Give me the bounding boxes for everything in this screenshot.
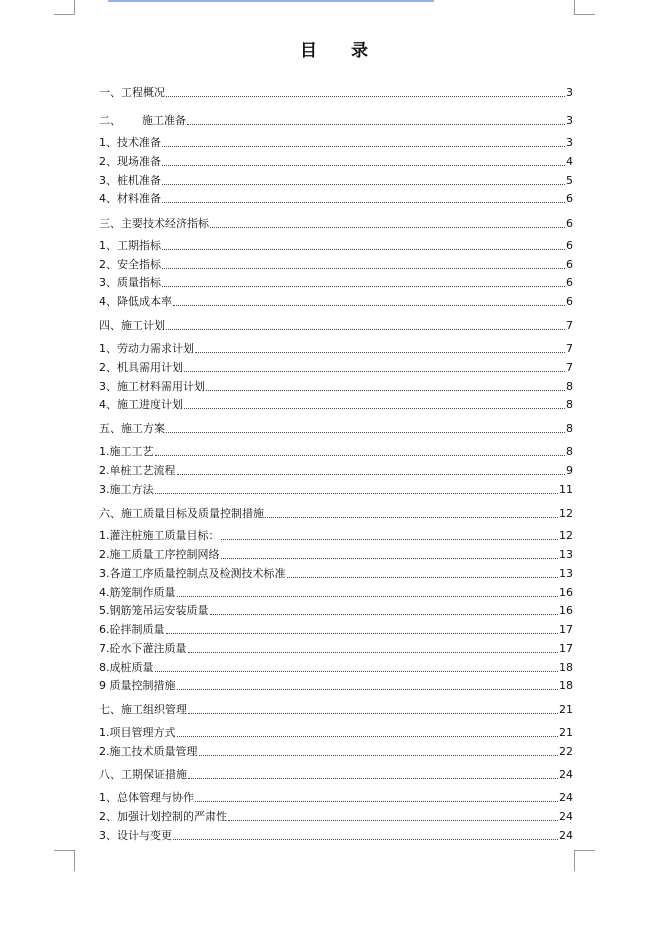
toc-entry[interactable]	[99, 112, 573, 128]
toc-dot-leader	[184, 371, 565, 372]
toc-entry-label: 4、材料准备	[99, 192, 161, 205]
toc-entry-page-number: 6	[566, 258, 573, 271]
toc-dot-leader	[155, 671, 559, 672]
toc-entry[interactable]	[99, 420, 573, 436]
toc-dot-leader	[210, 614, 559, 615]
toc-entry-label: 4、施工进度计划	[99, 398, 183, 411]
selection-indicator-bar	[108, 0, 434, 2]
page-corner-mark-top-left	[54, 0, 75, 15]
toc-entry[interactable]	[99, 677, 573, 693]
toc-entry-page-number: 6	[566, 217, 573, 230]
toc-entry-label: 1、工期指标	[99, 239, 161, 252]
toc-dot-leader	[162, 165, 565, 166]
toc-entry[interactable]	[99, 293, 573, 309]
toc-entry-page-number: 9	[566, 464, 573, 477]
toc-entry-label: 二、 施工准备	[99, 114, 186, 127]
toc-entry-label: 2、安全指标	[99, 258, 161, 271]
toc-entry-page-number: 8	[566, 380, 573, 393]
toc-entry-page-number: 7	[566, 319, 573, 332]
toc-entry[interactable]	[99, 317, 573, 333]
toc-entry-page-number: 5	[566, 174, 573, 187]
toc-entry-page-number: 18	[559, 679, 573, 692]
toc-entry[interactable]	[99, 640, 573, 656]
toc-dot-leader	[166, 432, 565, 433]
toc-entry[interactable]	[99, 215, 573, 231]
toc-dot-leader	[155, 455, 566, 456]
toc-dot-leader	[162, 268, 565, 269]
toc-entry-page-number: 24	[559, 810, 573, 823]
toc-entry-page-number: 24	[559, 829, 573, 842]
toc-entry[interactable]	[99, 584, 573, 600]
toc-entry-label: 一、工程概况	[99, 86, 165, 99]
toc-dot-leader	[166, 633, 559, 634]
toc-entry[interactable]	[99, 565, 573, 581]
toc-entry[interactable]	[99, 84, 573, 100]
toc-entry-label: 3、桩机准备	[99, 174, 161, 187]
toc-dot-leader	[166, 96, 565, 97]
toc-entry-page-number: 17	[559, 623, 573, 636]
toc-entry[interactable]	[99, 827, 573, 843]
toc-entry-label: 2.施工质量工序控制网络	[99, 548, 220, 561]
toc-entry-label: 三、主要技术经济指标	[99, 217, 209, 230]
toc-dot-leader	[162, 184, 565, 185]
toc-dot-leader	[221, 558, 559, 559]
toc-entry-page-number: 6	[566, 192, 573, 205]
toc-dot-leader	[199, 755, 559, 756]
toc-entry-page-number: 4	[566, 155, 573, 168]
toc-entry-label: 八、工期保证措施	[99, 768, 187, 781]
toc-entry-label: 3、质量指标	[99, 276, 161, 289]
toc-dot-leader	[162, 146, 565, 147]
toc-entry-page-number: 3	[566, 114, 573, 127]
toc-dot-leader	[265, 517, 558, 518]
toc-entry-label: 2.施工技术质量管理	[99, 745, 198, 758]
toc-entry[interactable]	[99, 701, 573, 717]
toc-entry-label: 8.成桩质量	[99, 661, 154, 674]
toc-dot-leader	[221, 539, 559, 540]
toc-entry-label: 5.钢筋笼吊运安装质量	[99, 604, 209, 617]
toc-dot-leader	[184, 408, 565, 409]
toc-entry-label: 7.砼水下灌注质量	[99, 642, 187, 655]
toc-entry[interactable]	[99, 546, 573, 562]
toc-entry-page-number: 24	[559, 768, 573, 781]
toc-entry-label: 五、施工方案	[99, 422, 165, 435]
toc-dot-leader	[195, 352, 565, 353]
toc-entry-label: 2、机具需用计划	[99, 361, 183, 374]
toc-entry[interactable]	[99, 743, 573, 759]
toc-entry-page-number: 13	[559, 548, 573, 561]
toc-entry-page-number: 11	[559, 483, 573, 496]
toc-entry[interactable]	[99, 190, 573, 206]
toc-entry-label: 1、总体管理与协作	[99, 791, 194, 804]
toc-entry-label: 1、劳动力需求计划	[99, 342, 194, 355]
toc-dot-leader	[287, 577, 559, 578]
toc-entry[interactable]	[99, 256, 573, 272]
toc-entry[interactable]	[99, 621, 573, 637]
toc-entry-label: 3、施工材料需用计划	[99, 380, 205, 393]
toc-entry-page-number: 6	[566, 295, 573, 308]
toc-dot-leader	[228, 820, 558, 821]
toc-entry[interactable]	[99, 172, 573, 188]
toc-entry-page-number: 16	[559, 586, 573, 599]
toc-entry[interactable]	[99, 766, 573, 782]
toc-entry-page-number: 7	[566, 342, 573, 355]
toc-dot-leader	[173, 839, 558, 840]
toc-entry-page-number: 3	[566, 136, 573, 149]
toc-entry-label: 6.砼拌制质量	[99, 623, 165, 636]
toc-entry[interactable]	[99, 808, 573, 824]
toc-entry[interactable]	[99, 153, 573, 169]
toc-entry-page-number: 6	[566, 276, 573, 289]
toc-entry[interactable]	[99, 359, 573, 375]
page-corner-mark-bottom-left	[54, 850, 75, 871]
toc-dot-leader	[162, 249, 565, 250]
toc-entry-label: 3.各道工序质量控制点及检测技术标准	[99, 567, 286, 580]
toc-dot-leader	[210, 227, 565, 228]
toc-entry[interactable]	[99, 134, 573, 150]
toc-entry[interactable]	[99, 659, 573, 675]
toc-dot-leader	[166, 329, 565, 330]
toc-entry-page-number: 12	[559, 507, 573, 520]
toc-entry-page-number: 12	[559, 529, 573, 542]
toc-entry-label: 1.施工工艺	[99, 445, 154, 458]
toc-entry-label: 3、设计与变更	[99, 829, 172, 842]
toc-entry-label: 2、加强计划控制的严肃性	[99, 810, 227, 823]
toc-dot-leader	[195, 801, 558, 802]
toc-entry[interactable]	[99, 462, 573, 478]
toc-entry[interactable]	[99, 505, 573, 521]
toc-dot-leader	[173, 305, 565, 306]
toc-entry-label: 2.单桩工艺流程	[99, 464, 176, 477]
toc-entry-label: 3.施工方法	[99, 483, 154, 496]
toc-entry-page-number: 8	[566, 422, 573, 435]
toc-entry-page-number: 22	[559, 745, 573, 758]
page-corner-mark-top-right	[574, 0, 595, 15]
toc-dot-leader	[162, 286, 565, 287]
toc-entry[interactable]	[99, 378, 573, 394]
toc-entry-page-number: 8	[566, 445, 573, 458]
toc-entry[interactable]	[99, 724, 573, 740]
toc-dot-leader	[188, 778, 558, 779]
toc-entry-label: 1.项目管理方式	[99, 726, 176, 739]
toc-dot-leader	[177, 474, 566, 475]
toc-entry-label: 2、现场准备	[99, 155, 161, 168]
toc-entry-page-number: 7	[566, 361, 573, 374]
toc-entry-label: 9 质量控制措施	[99, 679, 176, 692]
toc-entry[interactable]	[99, 340, 573, 356]
toc-entry[interactable]	[99, 789, 573, 805]
toc-entry-page-number: 3	[566, 86, 573, 99]
toc-entry-label: 七、施工组织管理	[99, 703, 187, 716]
toc-dot-leader	[177, 596, 559, 597]
toc-entry-label: 1.灌注桩施工质量目标：	[99, 529, 220, 542]
toc-entry[interactable]	[99, 527, 573, 543]
toc-entry-page-number: 6	[566, 239, 573, 252]
toc-dot-leader	[188, 652, 559, 653]
toc-entry[interactable]	[99, 481, 573, 497]
toc-entry-label: 4.筋笼制作质量	[99, 586, 176, 599]
toc-entry-page-number: 21	[559, 726, 573, 739]
toc-entry-label: 4、降低成本率	[99, 295, 172, 308]
toc-entry-label: 1、技术准备	[99, 136, 161, 149]
toc-dot-leader	[162, 202, 565, 203]
page-corner-mark-bottom-right	[574, 850, 595, 871]
toc-entry-page-number: 24	[559, 791, 573, 804]
toc-dot-leader	[177, 689, 559, 690]
toc-entry-page-number: 17	[559, 642, 573, 655]
toc-entry[interactable]	[99, 237, 573, 253]
toc-entry-page-number: 8	[566, 398, 573, 411]
toc-entry[interactable]	[99, 443, 573, 459]
toc-dot-leader	[187, 124, 565, 125]
toc-entry[interactable]	[99, 602, 573, 618]
toc-entry-label: 四、施工计划	[99, 319, 165, 332]
toc-entry[interactable]	[99, 274, 573, 290]
toc-entry-label: 六、施工质量目标及质量控制措施	[99, 507, 264, 520]
toc-entry-page-number: 18	[559, 661, 573, 674]
toc-dot-leader	[206, 390, 565, 391]
toc-entry-page-number: 16	[559, 604, 573, 617]
toc-entry[interactable]	[99, 396, 573, 412]
toc-title: 目 录	[300, 41, 382, 61]
toc-dot-leader	[188, 713, 558, 714]
toc-entry-page-number: 21	[559, 703, 573, 716]
toc-dot-leader	[155, 493, 559, 494]
toc-entry-page-number: 13	[559, 567, 573, 580]
toc-dot-leader	[177, 736, 559, 737]
